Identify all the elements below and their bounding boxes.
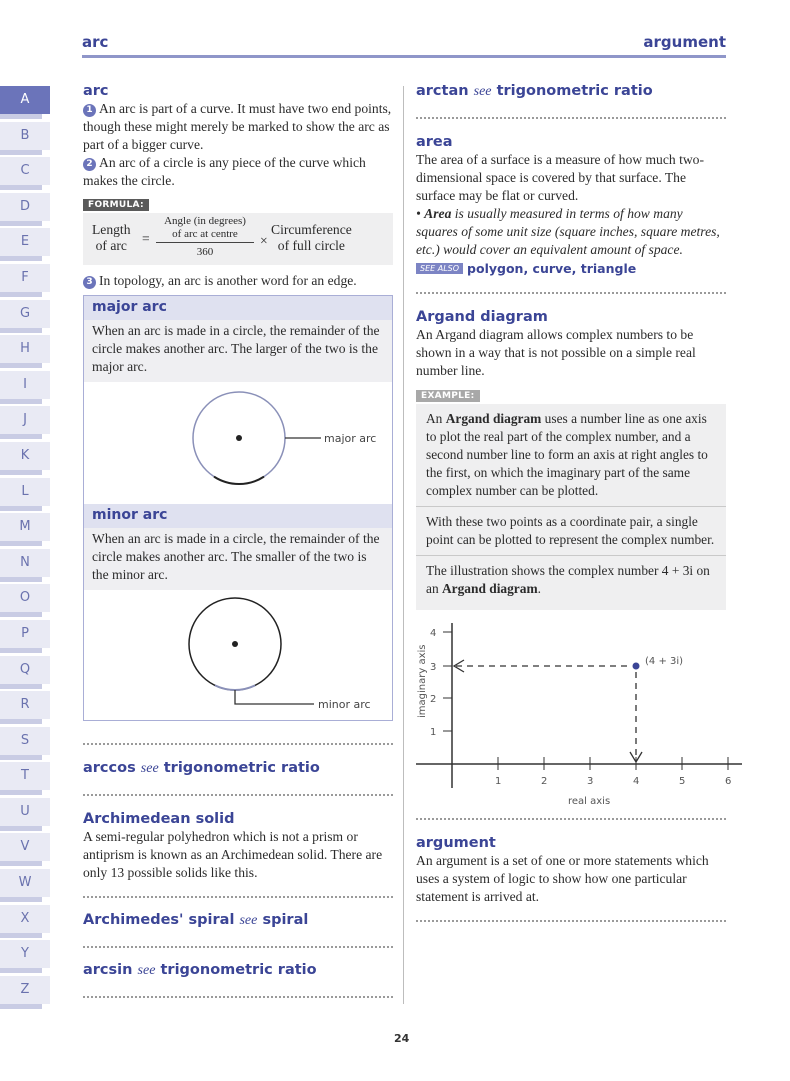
- thumb-tab-strip: [0, 114, 42, 119]
- thumb-tab-b[interactable]: [0, 122, 52, 158]
- minor-arc-diagram-icon: [84, 590, 391, 720]
- minor-arc-title: minor arc: [84, 504, 392, 528]
- thumb-tab-y[interactable]: [0, 940, 52, 976]
- divider: [83, 743, 393, 745]
- thumb-tab-strip: [0, 612, 42, 617]
- thumb-tab-strip: [0, 185, 42, 190]
- entry-text: A semi-regular polyhedron which is not a prism or antiprism is known as an Archimedean solid. There are only 13 possible solids like this.: [83, 829, 383, 880]
- thumb-tab-a[interactable]: [0, 86, 52, 122]
- entry-title: argument: [416, 835, 496, 851]
- thumb-tab-label: A: [0, 86, 50, 114]
- svg-text:1: 1: [430, 727, 437, 738]
- entry-argument: [416, 834, 726, 906]
- divider: [83, 896, 393, 898]
- thumb-tab-q[interactable]: [0, 656, 52, 692]
- thumb-tab-h[interactable]: [0, 335, 52, 371]
- formula-rhs: Circumference of full circle: [271, 222, 352, 253]
- thumb-tab-x[interactable]: [0, 905, 52, 941]
- entry-point-3: 3 In topology, an arc is another word for an edge.: [83, 272, 393, 290]
- entry-text: The area of a surface is a measure of how much two-dimensional space is covered by that surface. The surface may be flat or curved.: [416, 152, 704, 203]
- running-header-first-term: arc: [82, 33, 109, 51]
- thumb-tab-strip: [0, 292, 42, 297]
- thumb-tab-label: P: [0, 620, 50, 648]
- number-3-icon: 3: [83, 276, 96, 289]
- major-arc-title: major arc: [84, 296, 392, 320]
- major-arc-text: When an arc is made in a circle, the remainder of the circle makes another arc. The larger of the two is the major arc.: [84, 320, 392, 382]
- divider: [416, 920, 726, 922]
- divider: [416, 117, 726, 119]
- thumb-tab-label: X: [0, 905, 50, 933]
- svg-text:4: 4: [633, 776, 640, 787]
- entry-title: arc: [83, 83, 109, 99]
- entry-text: An Argand diagram allows complex numbers to be shown in a way that is not possible on a simple real number line.: [416, 327, 696, 378]
- running-header: [82, 30, 726, 58]
- example-paragraph-1: An Argand diagram uses a number line as one axis to plot the real part of the complex number, and a second number line to form an axis at right angles to the first, on which the imaginary part of the same complex number can be plotted.: [426, 411, 708, 498]
- thumb-tab-j[interactable]: [0, 406, 52, 442]
- thumb-tab-n[interactable]: [0, 549, 52, 585]
- thumb-tab-strip: [0, 826, 42, 831]
- see-also-links[interactable]: polygon, curve, triangle: [467, 261, 637, 276]
- thumb-tab-c[interactable]: [0, 157, 52, 193]
- thumb-tab-strip: [0, 434, 42, 439]
- major-arc-diagram-icon: [84, 382, 391, 504]
- thumb-tab-strip: [0, 150, 42, 155]
- thumb-tab-strip: [0, 933, 42, 938]
- thumb-tab-strip: [0, 256, 42, 261]
- entry-title: Argand diagram: [416, 309, 548, 325]
- cross-reference-link[interactable]: trigonometric ratio: [496, 83, 653, 99]
- thumb-tab-strip: [0, 577, 42, 582]
- thumb-tab-label: S: [0, 727, 50, 755]
- example-label: EXAMPLE:: [416, 390, 480, 402]
- divider: [83, 794, 393, 796]
- divider: [416, 292, 726, 294]
- svg-text:5: 5: [679, 776, 686, 787]
- thumb-tab-strip: [0, 221, 42, 226]
- thumb-tab-label: N: [0, 549, 50, 577]
- minor-arc-figure: [84, 590, 392, 720]
- thumb-tab-l[interactable]: [0, 478, 52, 514]
- thumb-tab-label: B: [0, 122, 50, 150]
- entry-note: • Area is usually measured in terms of how many squares of some unit size (square inches, square metres, etc.) would cover an equivalent amount of space.: [416, 206, 720, 257]
- thumb-tab-label: K: [0, 442, 50, 470]
- thumb-tab-p[interactable]: [0, 620, 52, 656]
- thumb-tab-w[interactable]: [0, 869, 52, 905]
- thumb-tab-strip: [0, 648, 42, 653]
- svg-text:minor arc: minor arc: [318, 698, 371, 711]
- thumb-index: [0, 86, 52, 1011]
- thumb-tab-strip: [0, 968, 42, 973]
- thumb-tab-label: V: [0, 833, 50, 861]
- see-also-label: SEE ALSO: [416, 263, 463, 274]
- example-box: [416, 404, 726, 610]
- svg-text:2: 2: [541, 776, 548, 787]
- formula-fraction: Angle (in degrees) of arc at centre 360: [156, 215, 254, 259]
- thumb-tab-label: L: [0, 478, 50, 506]
- svg-text:(4 + 3i): (4 + 3i): [645, 656, 684, 667]
- entry-area: [416, 133, 726, 278]
- entry-point-2: 2 An arc of a circle is any piece of the curve which makes the circle.: [83, 155, 366, 188]
- formula-times: ×: [260, 233, 268, 248]
- thumb-tab-v[interactable]: [0, 833, 52, 869]
- thumb-tab-label: U: [0, 798, 50, 826]
- divider: [416, 818, 726, 820]
- svg-text:3: 3: [587, 776, 594, 787]
- thumb-tab-f[interactable]: [0, 264, 52, 300]
- svg-text:4: 4: [430, 628, 437, 639]
- thumb-tab-strip: [0, 719, 42, 724]
- svg-text:2: 2: [430, 694, 437, 705]
- thumb-tab-u[interactable]: [0, 798, 52, 834]
- thumb-tab-z[interactable]: [0, 976, 52, 1012]
- thumb-tab-s[interactable]: [0, 727, 52, 763]
- running-header-last-term: argument: [643, 33, 726, 51]
- cross-reference-link[interactable]: spiral: [262, 912, 309, 928]
- entry-title: Archimedean solid: [83, 811, 235, 827]
- thumb-tab-label: I: [0, 371, 50, 399]
- page-number: 24: [394, 1032, 410, 1045]
- thumb-tab-label: F: [0, 264, 50, 292]
- thumb-tab-t[interactable]: [0, 762, 52, 798]
- thumb-tab-strip: [0, 541, 42, 546]
- right-column: [416, 82, 732, 922]
- svg-text:1: 1: [495, 776, 502, 787]
- thumb-tab-label: Z: [0, 976, 50, 1004]
- entry-title: area: [416, 134, 453, 150]
- thumb-tab-strip: [0, 755, 42, 760]
- thumb-tab-label: C: [0, 157, 50, 185]
- thumb-tab-label: J: [0, 406, 50, 434]
- formula-lhs: Length of arc: [92, 222, 131, 253]
- thumb-tab-label: D: [0, 193, 50, 221]
- thumb-tab-strip: [0, 363, 42, 368]
- formula-label: FORMULA:: [83, 199, 149, 211]
- thumb-tab-strip: [0, 684, 42, 689]
- svg-text:6: 6: [725, 776, 732, 787]
- thumb-tab-strip: [0, 1004, 42, 1009]
- thumb-tab-label: O: [0, 584, 50, 612]
- minor-arc-text: When an arc is made in a circle, the remainder of the circle makes another arc. The smaller of the two is the minor arc.: [84, 528, 392, 590]
- thumb-tab-o[interactable]: [0, 584, 52, 620]
- thumb-tab-label: R: [0, 691, 50, 719]
- formula-equals: =: [142, 231, 150, 246]
- entry-arccos: arccos see trigonometric ratio: [83, 760, 320, 776]
- cross-reference-link[interactable]: trigonometric ratio: [163, 760, 320, 776]
- entry-arc: [83, 82, 393, 290]
- thumb-tab-strip: [0, 897, 42, 902]
- major-arc-figure: [84, 382, 392, 504]
- entry-text: An argument is a set of one or more statements which uses a system of logic to show how one particular statement is arrived at.: [416, 853, 709, 904]
- thumb-tab-e[interactable]: [0, 228, 52, 264]
- svg-text:3: 3: [430, 662, 437, 673]
- thumb-tab-g[interactable]: [0, 300, 52, 336]
- example-paragraph-3: The illustration shows the complex number 4 + 3i on an Argand diagram.: [416, 555, 726, 610]
- thumb-tab-label: H: [0, 335, 50, 363]
- column-divider: [403, 86, 404, 1004]
- svg-text:real axis: real axis: [568, 796, 611, 807]
- example-paragraph-2: With these two points as a coordinate pair, a single point can be plotted to represent the complex number.: [416, 506, 726, 555]
- entry-archimedean-solid: [83, 810, 393, 882]
- argand-diagram-chart: [416, 618, 746, 808]
- thumb-tab-label: E: [0, 228, 50, 256]
- data-point: [633, 663, 640, 670]
- thumb-tab-strip: [0, 470, 42, 475]
- thumb-tab-r[interactable]: [0, 691, 52, 727]
- thumb-tab-strip: [0, 506, 42, 511]
- entry-point-1: 1 An arc is part of a curve. It must have two end points, though these might merely be marked to show the arc as part of a bigger curve.: [83, 101, 392, 152]
- thumb-tab-m[interactable]: [0, 513, 52, 549]
- thumb-tab-i[interactable]: [0, 371, 52, 407]
- entry-argand-diagram: [416, 308, 732, 808]
- arc-panel: [83, 295, 393, 721]
- divider: [83, 946, 393, 948]
- entry-arcsin: arcsin see trigonometric ratio: [83, 962, 317, 978]
- thumb-tab-k[interactable]: [0, 442, 52, 478]
- number-2-icon: 2: [83, 158, 96, 171]
- thumb-tab-strip: [0, 790, 42, 795]
- thumb-tab-strip: [0, 861, 42, 866]
- see-also: [416, 260, 726, 278]
- svg-text:major arc: major arc: [324, 432, 377, 445]
- cross-reference-link[interactable]: trigonometric ratio: [160, 962, 317, 978]
- number-1-icon: 1: [83, 104, 96, 117]
- thumb-tab-label: Q: [0, 656, 50, 684]
- entry-archimedes-spiral: Archimedes' spiral see spiral: [83, 912, 309, 928]
- svg-text:imaginary axis: imaginary axis: [417, 644, 428, 718]
- thumb-tab-d[interactable]: [0, 193, 52, 229]
- divider: [83, 996, 393, 998]
- thumb-tab-strip: [0, 328, 42, 333]
- formula-box: [83, 213, 393, 265]
- thumb-tab-label: G: [0, 300, 50, 328]
- entry-arctan: arctan see trigonometric ratio: [416, 83, 653, 99]
- thumb-tab-label: M: [0, 513, 50, 541]
- left-column: [83, 82, 393, 998]
- thumb-tab-label: Y: [0, 940, 50, 968]
- thumb-tab-label: T: [0, 762, 50, 790]
- thumb-tab-label: W: [0, 869, 50, 897]
- thumb-tab-strip: [0, 399, 42, 404]
